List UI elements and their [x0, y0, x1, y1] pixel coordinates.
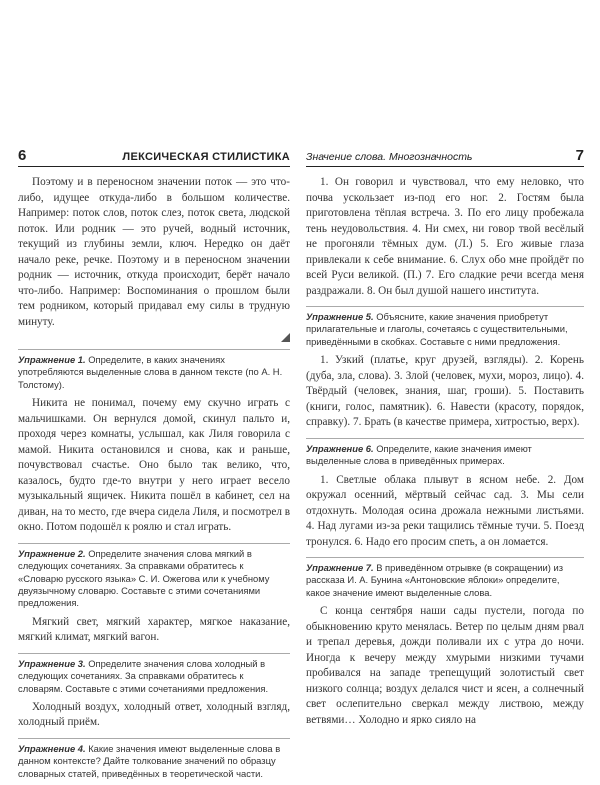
triangle-marker-icon	[281, 333, 290, 342]
exercise-7-heading: Упражнение 7. В приведённом отрывке (в сокращении) из рассказа И. А. Бунина «Антоновские яблоки» определите, какое значение имеют выделенные слова.	[306, 557, 584, 599]
chapter-title: ЛЕКСИЧЕСКАЯ СТИЛИСТИКА	[122, 151, 290, 163]
exercise-5-heading: Упражнение 5. Объясните, какие значения приобретут прилагательные и глаголы, сочетаясь с существительными, приведёнными в скобках. Составьте с ними предложения.	[306, 306, 584, 348]
exercise-2-text: Мягкий свет, мягкий характер, мягкое наказание, мягкий климат, мягкий вагон.	[18, 615, 290, 644]
left-page	[18, 148, 290, 785]
right-header	[306, 148, 584, 167]
exercise-2-heading: Упражнение 2. Определите значения слова мягкий в следующих сочетаниях. За справками обратитесь к «Словарю русского языка» С. И. Ожегова или к учебному двуязычному словарю. Составьте с этими сочетаниями предложения.	[18, 543, 290, 610]
exercise-3-heading: Упражнение 3. Определите значения слова холодный в следующих сочетаниях. За справками обратитесь к словарям. Составьте с этими сочетаниями предложения.	[18, 653, 290, 695]
exercise-4-sentences: 1. Он говорил и чувствовал, что ему неловко, что почва ускользает из-под его ног. 2. Гостям была приготовлена тёплая встреча. 3. По его лицу пробежала тень неудовольствия. 4. Ни смех, ни говор твой весёлый не прогоняли тёмных дум. (Л.) 5. Его живые глаза привлекали к себе внимание. 6. Слух обо мне пройдёт по всей Руси великой. (П.) 7. Его сладкие речи всегда меня раздражали. 8. Он был душой нашего института.	[306, 176, 584, 297]
exercise-6-heading: Упражнение 6. Определите, какие значения имеют выделенные слова в приведённых примерах.	[306, 438, 584, 468]
page-number: 7	[575, 147, 584, 164]
page-number: 6	[18, 147, 27, 164]
exercise-7-text: С конца сентября наши сады пустели, погода по обыкновению круто менялась. Ветер по целым дням рвал и трепал деревья, дожди поливали их с утра до ночи. Иногда к вечеру между хмурыми низкими тучами пробивался на западе трепещущий золотистый свет низкого солнца; воздух делался чист и ясен, а солнечный свет ослепительно сверкал между листвою, между ветвями… Холодно и ярко сияло на	[306, 605, 584, 726]
exercise-1-text: Никита не понимал, почему ему скучно играть с мальчишками. Он вернулся домой, скинул пальто и, проходя через комнаты, услышал, как Лиля говорила с мамой. Никита остановился и снова, как и раньше, почувствовал счастье. Оно было так велико, что, казалось, будто где-то внутри у него играет весело музыкальный ящичек. Никита пошёл в кабинет, сел на диван, на то место, где вчера сидела Лиля, и посмотрел в окно. Потом подошёл к роялю и стал играть.	[18, 397, 290, 534]
right-page	[306, 148, 584, 728]
exercise-3-text: Холодный воздух, холодный ответ, холодный взгляд, холодный приём.	[18, 700, 290, 729]
left-header	[18, 148, 290, 167]
section-title: Значение слова. Многозначность	[306, 151, 473, 163]
exercise-1-heading: Упражнение 1. Определите, в каких значениях употребляются выделенные слова в данном тексте (по А. Н. Толстому).	[18, 349, 290, 391]
intro-paragraph: Поэтому и в переносном значении поток — это что-либо, идущее откуда-либо в большом количестве. Например: поток слов, поток слез, поток света, людской поток. Или родник — это ручей, водный источник, текущий из глубины земли, ключ. Нередко он даёт начало реке, речке. Поэтому и в переносном значении родник — источник, откуда происходит, берёт начало что-либо. Например: Воспоминания о прошлом были тем родником, который придавал ему силы в трудную минуту.	[18, 176, 290, 328]
exercise-4-heading: Упражнение 4. Какие значения имеют выделенные слова в данном контексте? Дайте толкование значений по образцу словарных статей, приведённых в теоретической части.	[18, 738, 290, 780]
exercise-6-text: 1. Светлые облака плывут в ясном небе. 2. Дом окружал осенний, мёртвый сейчас сад. 3. Мы сели отдохнуть. Молодая осина дрожала нежными листьями. 4. Над лугами из-за реки тащились тёмные тучи. 5. Поезд тронулся. 6. Надо его просим спеть, а он ломается.	[306, 473, 584, 548]
exercise-5-text: 1. Узкий (платье, круг друзей, взгляды). 2. Корень (дуба, зла, слова). 3. Злой (человек, мухи, мороз, лицо). 4. Твёрдый (человек, знания, шаг, гроши). 5. Поставить (книги, голос, памятник). 6. Навести (красоту, порядок, справку). 7. Брать (в качестве примера, хитростью, верх).	[306, 354, 584, 429]
